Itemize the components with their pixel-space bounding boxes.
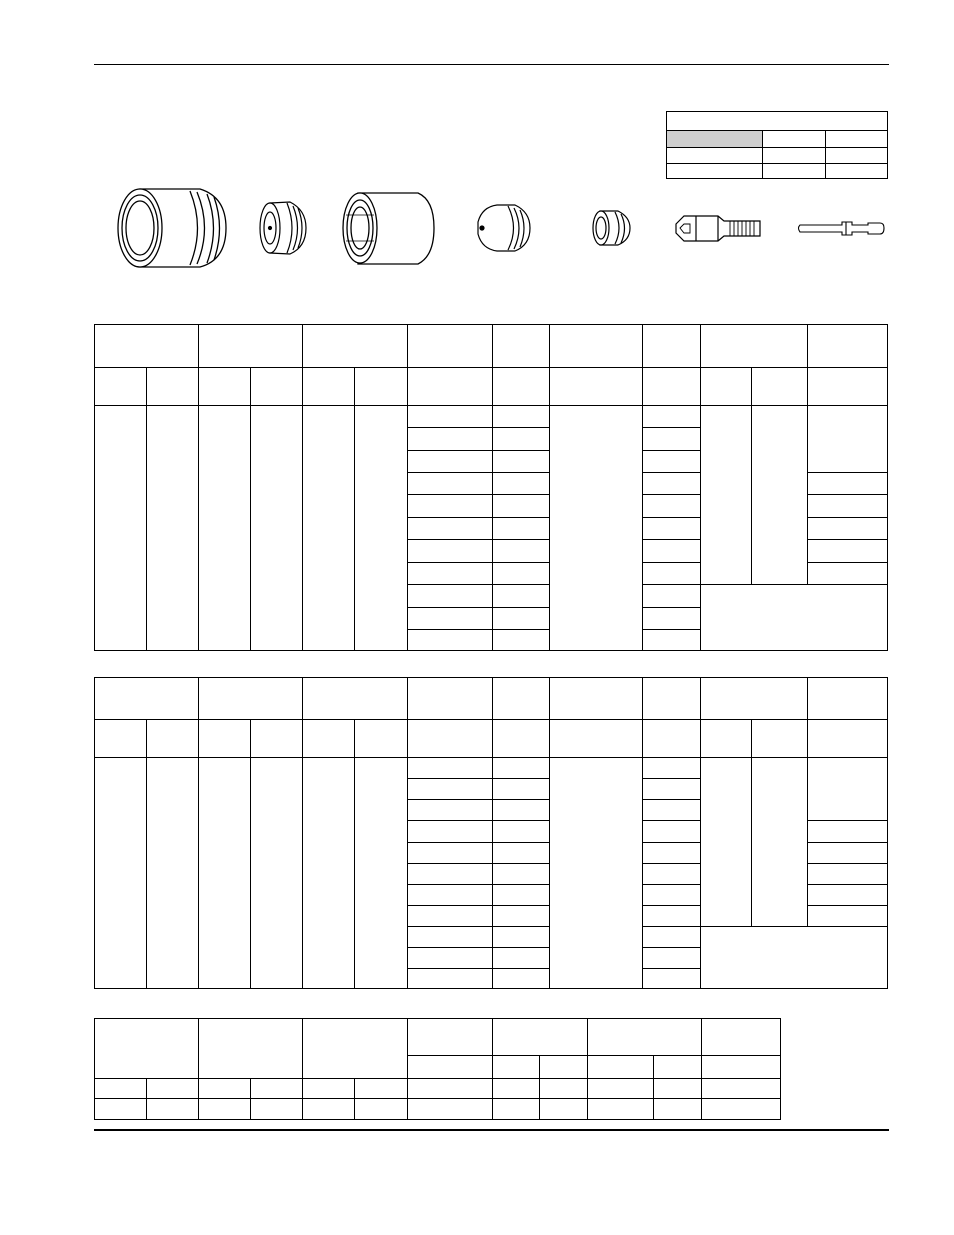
electrode-icon	[676, 216, 760, 241]
retaining-cap-icon	[343, 193, 434, 264]
cut-chart-2-rows	[408, 779, 888, 969]
footer-rule	[94, 1129, 889, 1131]
nozzle-icon	[478, 205, 530, 251]
shield-cap-icon	[260, 202, 306, 254]
cut-chart-1-rows	[408, 428, 888, 630]
shield-icon	[118, 189, 226, 267]
header-rule	[94, 64, 889, 65]
water-tube-icon	[799, 222, 885, 235]
swirl-ring-icon	[593, 211, 630, 245]
